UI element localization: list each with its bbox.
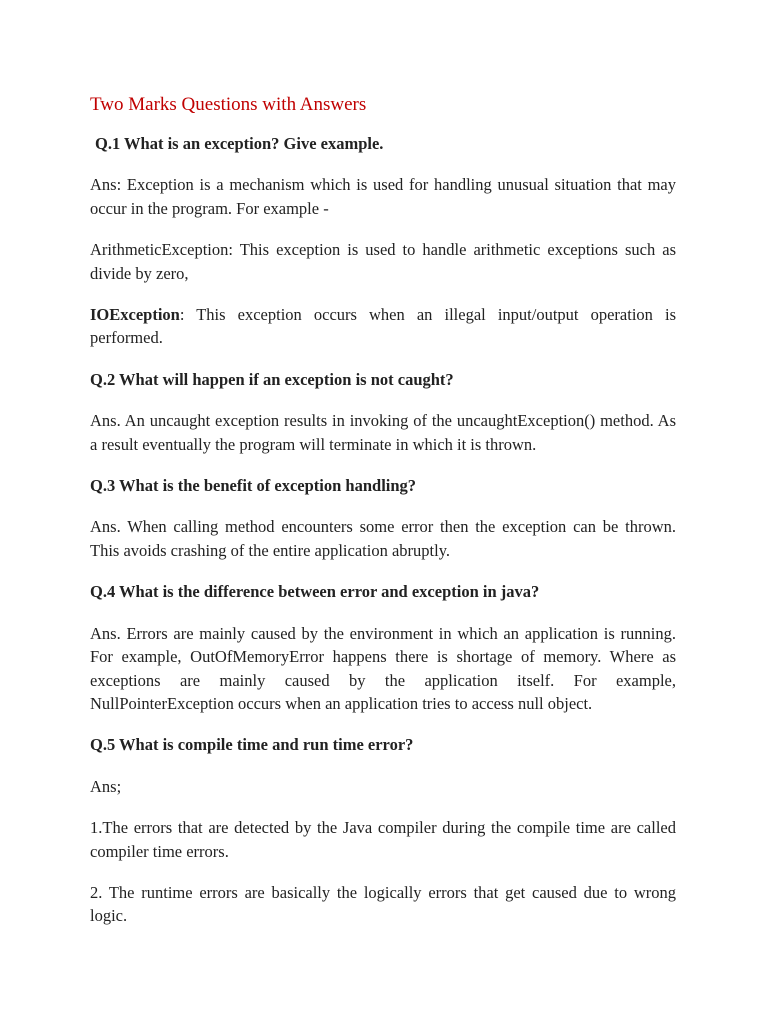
question-2: Q.2 What will happen if an exception is not caught? <box>90 369 454 389</box>
answer-5-intro: Ans; <box>90 776 122 796</box>
question-4: Q.4 What is the difference between error and exception in java? <box>90 582 540 602</box>
answer-4: Ans. Errors are mainly caused by the environment in which an application is running. For example, OutOfMemoryError happens there is shortage of memory. Where as exceptions are mainly caused by the application itself. For example, NullPointerException occurs when an application tries to access null object. <box>90 623 676 713</box>
document-page <box>90 91 676 946</box>
answer-3: Ans. When calling method encounters some error then the exception can be thrown. This avoids crashing of the entire application abruptly. <box>90 517 676 560</box>
answer-1-example-arithmetic: ArithmeticException: This exception is used to handle arithmetic exceptions such as divide by zero, <box>90 240 676 283</box>
question-1: Q.1 What is an exception? Give example. <box>95 134 384 153</box>
page-title: Two Marks Questions with Answers <box>90 94 367 115</box>
ioexception-term: IOException <box>90 305 180 325</box>
ioexception-description: : This exception occurs when an illegal input/output operation is performed. <box>90 305 676 348</box>
question-5: Q.5 What is compile time and run time error? <box>90 735 414 755</box>
answer-1-example-io <box>90 303 676 350</box>
answer-5-point-1: 1.The errors that are detected by the Java compiler during the compile time are called compiler time errors. <box>90 818 676 861</box>
answer-2: Ans. An uncaught exception results in invoking of the uncaughtException() method. As a result eventually the program will terminate in which it is thrown. <box>90 411 676 454</box>
answer-1: Ans: Exception is a mechanism which is used for handling unusual situation that may occur in the program. For example - <box>90 175 676 218</box>
question-3: Q.3 What is the benefit of exception handling? <box>90 476 417 496</box>
answer-5-point-2: 2. The runtime errors are basically the logically errors that get caused due to wrong logic. <box>90 882 676 926</box>
